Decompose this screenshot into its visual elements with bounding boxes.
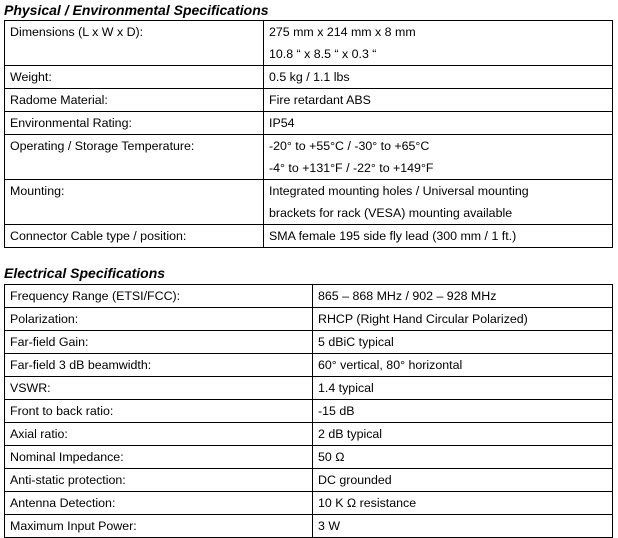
spec-row — [5, 377, 613, 400]
spec-value — [264, 89, 613, 112]
spec-row — [5, 446, 613, 469]
physical-specs-table — [4, 20, 613, 248]
spec-value-line: IP54 — [269, 116, 295, 130]
spec-value-line: 2 dB typical — [318, 427, 383, 441]
spec-value — [264, 180, 613, 225]
spec-row — [5, 89, 613, 112]
spec-row — [5, 180, 613, 225]
spec-value-line: brackets for rack (VESA) mounting available — [269, 206, 513, 220]
spec-value-line: 865 – 868 MHz / 902 – 928 MHz — [318, 289, 497, 303]
spec-row — [5, 135, 613, 180]
spec-value — [313, 377, 613, 400]
spec-value-line: 60° vertical, 80° horizontal — [318, 358, 463, 372]
spec-label: Connector Cable type / position: — [5, 225, 264, 248]
spec-label: Weight: — [5, 66, 264, 89]
spec-value-line: RHCP (Right Hand Circular Polarized) — [318, 312, 528, 326]
spec-value-line: 1.4 typical — [318, 381, 374, 395]
spec-value — [264, 225, 613, 248]
spec-row — [5, 285, 613, 308]
electrical-specs-body — [5, 285, 613, 538]
spec-value — [313, 423, 613, 446]
spec-row — [5, 469, 613, 492]
spec-value-line: 10.8 “ x 8.5 “ x 0.3 “ — [269, 47, 377, 61]
spec-row — [5, 66, 613, 89]
spec-value-line: -20° to +55°C / -30° to +65°C — [269, 139, 430, 153]
spec-value-line: -15 dB — [318, 404, 355, 418]
spec-row — [5, 515, 613, 538]
spec-value-line: 10 K Ω resistance — [318, 496, 417, 510]
spec-label: Radome Material: — [5, 89, 264, 112]
spec-value — [313, 308, 613, 331]
spec-label: Front to back ratio: — [5, 400, 313, 423]
spec-value-line: 5 dBiC typical — [318, 335, 394, 349]
spec-label: Dimensions (L x W x D): — [5, 21, 264, 66]
spec-label: Anti-static protection: — [5, 469, 313, 492]
spec-value — [313, 446, 613, 469]
spec-value — [313, 354, 613, 377]
spec-value — [264, 21, 613, 66]
spec-row — [5, 492, 613, 515]
spec-label: Far-field 3 dB beamwidth: — [5, 354, 313, 377]
physical-specs-body — [5, 21, 613, 248]
spec-value-line: Integrated mounting holes / Universal mounting — [269, 184, 529, 198]
physical-specs-heading: Physical / Environmental Specifications — [4, 2, 269, 18]
spec-label: Operating / Storage Temperature: — [5, 135, 264, 180]
spec-row — [5, 308, 613, 331]
spec-value — [313, 469, 613, 492]
spec-label: Far-field Gain: — [5, 331, 313, 354]
spec-value — [313, 492, 613, 515]
spec-label: Frequency Range (ETSI/FCC): — [5, 285, 313, 308]
electrical-specs-table — [4, 284, 613, 538]
spec-label: Axial ratio: — [5, 423, 313, 446]
spec-label: VSWR: — [5, 377, 313, 400]
spec-row — [5, 400, 613, 423]
spec-row — [5, 423, 613, 446]
spec-label: Polarization: — [5, 308, 313, 331]
spec-row — [5, 112, 613, 135]
spec-value — [313, 515, 613, 538]
spec-value — [264, 135, 613, 180]
spec-label: Environmental Rating: — [5, 112, 264, 135]
electrical-specs-heading: Electrical Specifications — [4, 265, 166, 281]
spec-value-line: 275 mm x 214 mm x 8 mm — [269, 25, 416, 39]
spec-label: Nominal Impedance: — [5, 446, 313, 469]
spec-value-line: -4° to +131°F / -22° to +149°F — [269, 161, 434, 175]
spec-value — [264, 66, 613, 89]
spec-label: Maximum Input Power: — [5, 515, 313, 538]
spec-label: Antenna Detection: — [5, 492, 313, 515]
spec-value-line: Fire retardant ABS — [269, 93, 371, 107]
spec-value-line: 0.5 kg / 1.1 lbs — [269, 70, 350, 84]
spec-value — [313, 331, 613, 354]
spec-row — [5, 225, 613, 248]
spec-value-line: 3 W — [318, 519, 341, 533]
spec-value — [313, 400, 613, 423]
spec-value — [264, 112, 613, 135]
spec-row — [5, 21, 613, 66]
spec-value — [313, 285, 613, 308]
spec-label: Mounting: — [5, 180, 264, 225]
spec-row — [5, 331, 613, 354]
spec-value-line: DC grounded — [318, 473, 392, 487]
spec-row — [5, 354, 613, 377]
spec-value-line: 50 Ω — [318, 450, 345, 464]
spec-value-line: SMA female 195 side fly lead (300 mm / 1 ft.) — [269, 229, 517, 243]
